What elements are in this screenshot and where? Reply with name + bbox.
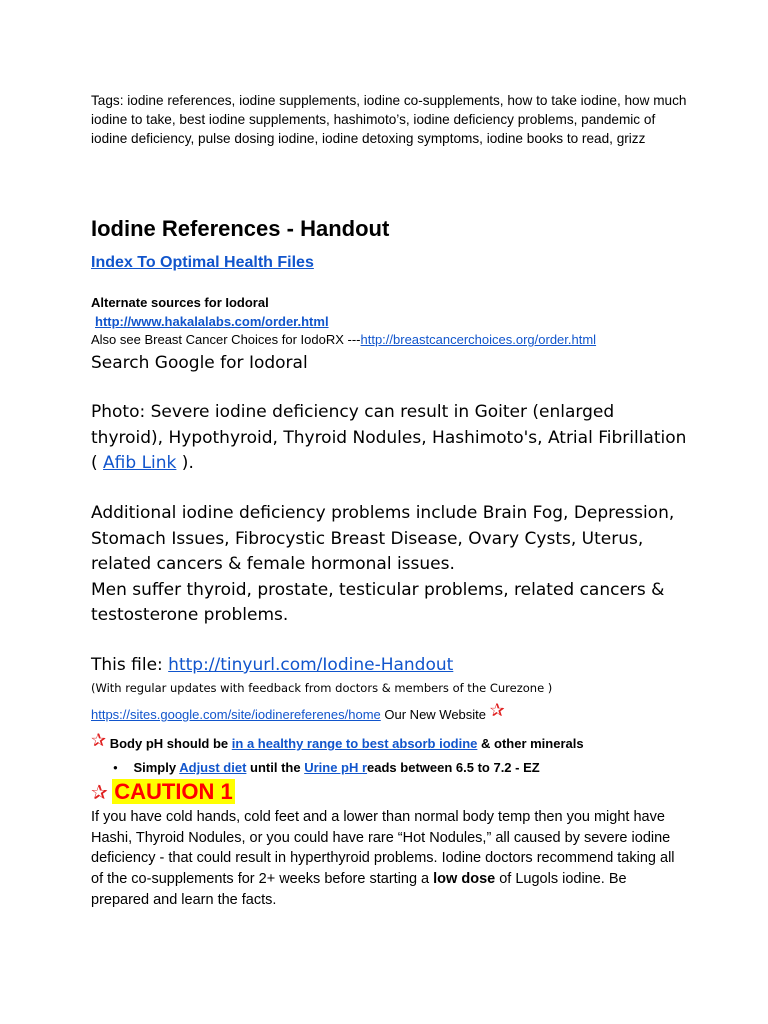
urine-ph-link[interactable]: Urine pH r	[304, 760, 368, 775]
website-label: Our New Website	[380, 707, 490, 722]
caution-text-end: of Lugols iodine. Be prepared and learn the facts.	[91, 871, 627, 908]
hakala-line	[95, 313, 329, 331]
bcc-link[interactable]: http://breastcancerchoices.org/order.html	[360, 332, 597, 347]
ph-link[interactable]: in a healthy range to best absorb iodine	[231, 736, 478, 751]
star-icon: ✰	[91, 780, 108, 804]
photo-suffix: ).	[176, 453, 194, 473]
caution-label: CAUTION 1	[114, 779, 233, 804]
additional-line2: Men suffer thyroid, prostate, testicular problems, related cancers & testosterone problems.	[91, 579, 665, 625]
tinyurl-link[interactable]: http://tinyurl.com/Iodine-Handout	[168, 655, 454, 675]
additional-line1: Additional iodine deficiency problems include Brain Fog, Depression, Stomach Issues, Fibrocystic Breast Disease, Ovary Cysts, Uterus, related cancers & female hormonal issues.	[91, 503, 675, 574]
ph-suffix: & other minerals	[477, 736, 584, 751]
website-line	[91, 700, 505, 725]
additional-paragraph	[91, 501, 691, 629]
bullet-icon: ●	[113, 763, 118, 772]
bullet-prefix: Simply	[133, 760, 180, 775]
this-file-line	[91, 653, 453, 677]
photo-paragraph	[91, 400, 691, 477]
website-link[interactable]: https://sites.google.com/site/iodinereferenes/home	[91, 707, 381, 722]
index-link[interactable]: Index To Optimal Health Files	[91, 254, 314, 271]
page-title: Iodine References - Handout	[91, 216, 390, 241]
photo-text: Photo: Severe iodine deficiency can result in Goiter (enlarged thyroid), Hypothyroid, Thyroid Nodules, Hashimoto's, Atrial Fibrillation (	[91, 402, 687, 473]
low-dose-text: low dose	[433, 871, 496, 888]
this-file-note: (With regular updates with feedback from doctors & members of the Curezone )	[91, 681, 553, 695]
star-icon: ✰	[91, 730, 107, 751]
search-google-text: Search Google for Iodoral	[91, 353, 308, 373]
caution-text: If you have cold hands, cold feet and a lower than normal body temp then you might have Hashi, Thyroid Nodules, or you could have rare “Hot Nodules,” all caused by severe iodine deficiency - that could result in hyperthyroid problems. Iodine doctors recommend taking all of the co-supplements for 2+ weeks before starting a	[91, 809, 675, 888]
ph-prefix: Body pH should be	[109, 736, 232, 751]
adjust-diet-link[interactable]: Adjust diet	[179, 760, 247, 775]
bullet-mid: until the	[246, 760, 305, 775]
also-see-line	[91, 331, 596, 349]
tags-text: Tags: iodine references, iodine supplements, iodine co-supplements, how to take iodine, how much iodine to take, best iodine supplements, hashimoto’s, iodine deficiency problems, pandemic of iodine deficiency, pulse dosing iodine, iodine detoxing symptoms, iodine books to read, grizz	[91, 93, 687, 146]
tags-paragraph	[91, 91, 691, 148]
caution-heading	[91, 778, 235, 809]
afib-link[interactable]: Afib Link	[103, 453, 177, 473]
ph-bullet	[113, 758, 540, 780]
caution-paragraph	[91, 807, 681, 911]
alternate-heading: Alternate sources for Iodoral	[91, 295, 269, 310]
also-see-text: Also see Breast Cancer Choices for IodoRX ---	[91, 332, 361, 347]
this-file-label: This file:	[91, 655, 169, 675]
ph-line	[91, 732, 584, 755]
bullet-suffix: eads between 6.5 to 7.2 - EZ	[367, 760, 540, 775]
star-icon: ✰	[489, 700, 505, 721]
hakala-link[interactable]: http://www.hakalalabs.com/order.html	[95, 314, 329, 329]
